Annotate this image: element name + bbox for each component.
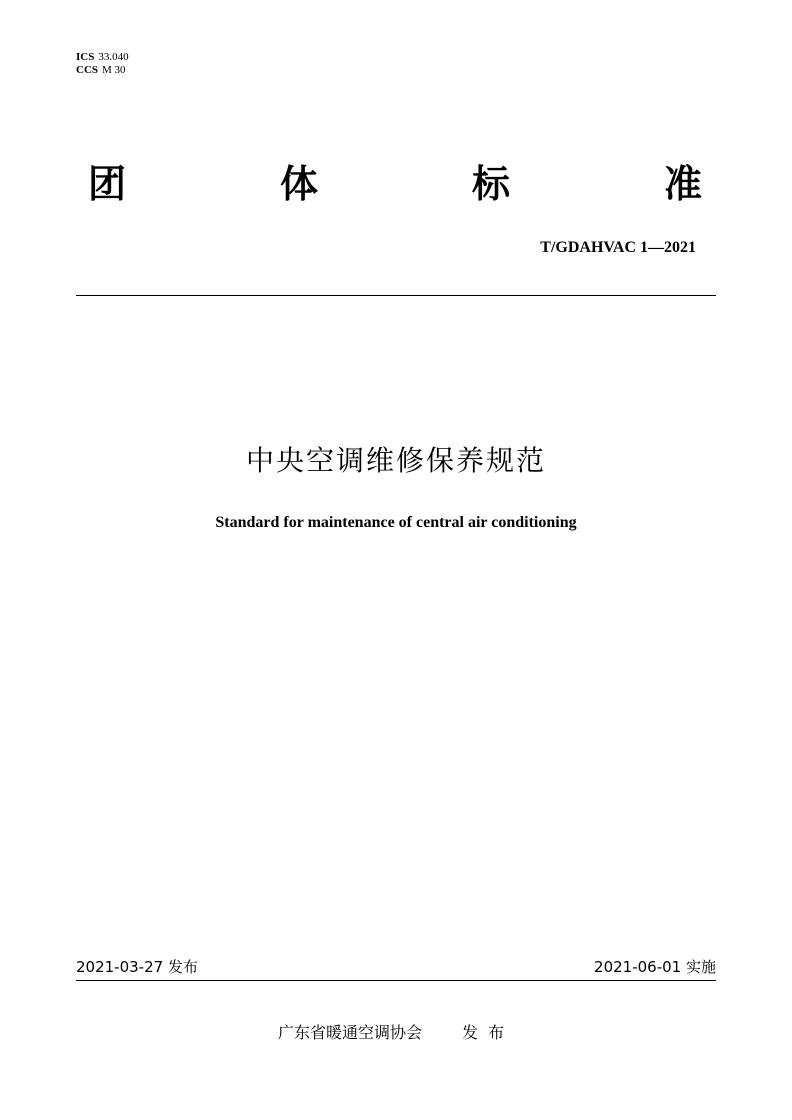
- ics-label: ICS: [76, 51, 95, 63]
- title-english: Standard for maintenance of central air conditioning: [215, 514, 577, 531]
- ccs-label: CCS: [76, 64, 99, 76]
- standard-type-char-3: 标: [472, 162, 511, 206]
- standard-type-char-1: 团: [88, 162, 127, 206]
- standard-type-char-2: 体: [280, 162, 319, 206]
- publisher-action: 发布: [462, 1023, 515, 1042]
- ics-code: [76, 51, 129, 64]
- publisher-line: [0, 1020, 792, 1043]
- implementation-date: 2021-06-01 实施: [594, 958, 716, 976]
- standard-type-char-4: 准: [664, 162, 703, 206]
- publisher-name: 广东省暖通空调协会: [277, 1023, 422, 1042]
- ics-value: 33.040: [98, 51, 129, 63]
- ccs-code: [76, 64, 126, 77]
- issue-date: 2021-03-27 发布: [76, 958, 198, 976]
- footer-divider: [76, 980, 716, 981]
- header-divider: [76, 295, 716, 296]
- title-chinese: 中央空调维修保养规范: [245, 444, 546, 477]
- standard-number: T/GDAHVAC 1—2021: [540, 239, 696, 256]
- ccs-value: M 30: [102, 64, 126, 76]
